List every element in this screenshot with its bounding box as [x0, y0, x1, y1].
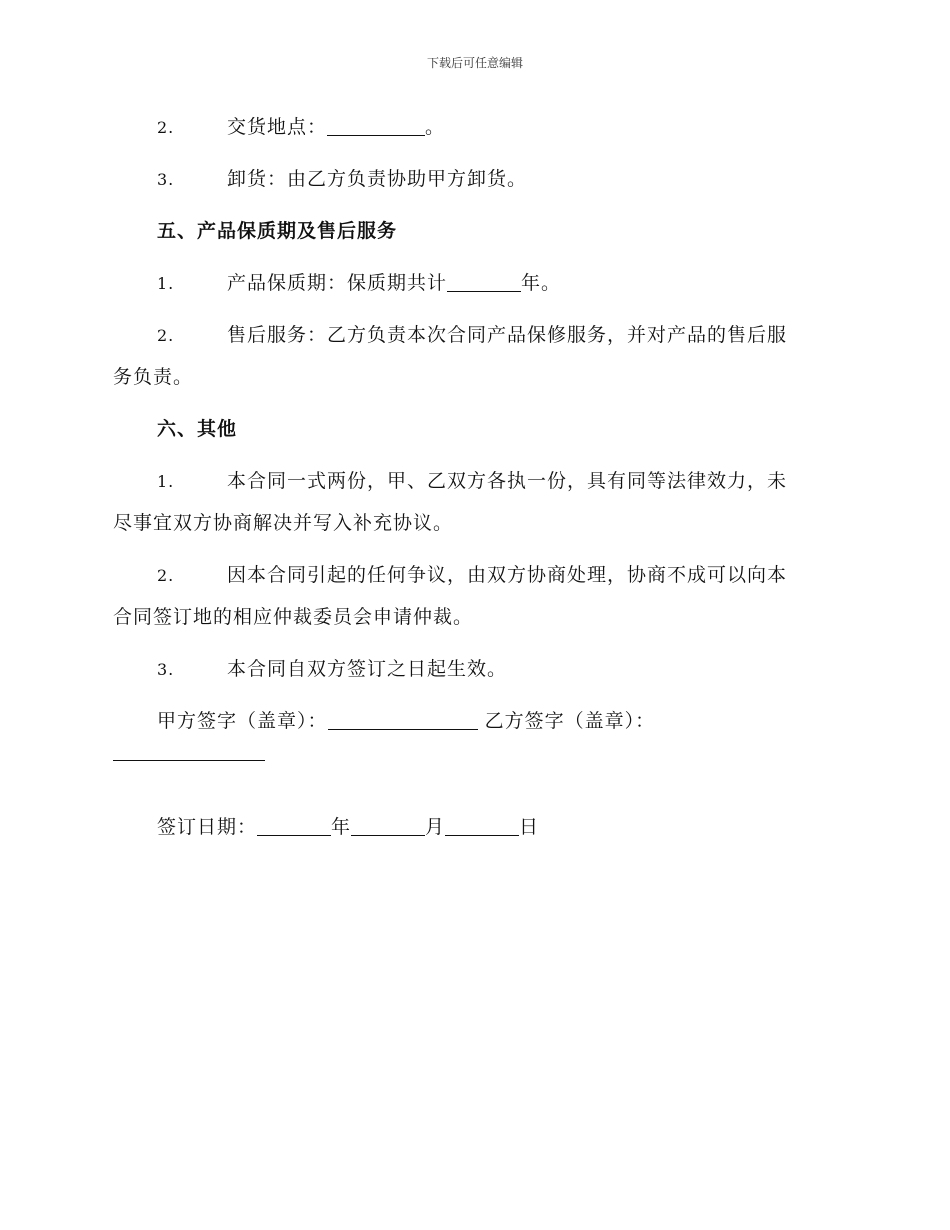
clause-disputes: [113, 554, 833, 596]
clause-text: 产品保质期：保质期共计: [227, 272, 448, 294]
party-a-signature-blank[interactable]: [328, 708, 478, 730]
clause-text: 本合同一式两份，甲、乙双方各执一份，具有同等法律效力，未: [227, 470, 788, 492]
date-year-blank[interactable]: [257, 814, 331, 836]
clause-number: 1.: [157, 472, 175, 491]
signing-date-row: 签订日期： 年 月 日: [157, 816, 540, 838]
clause-number: 3.: [157, 170, 175, 189]
signature-row: [113, 700, 833, 742]
clause-continuation: 务负责。: [113, 366, 194, 388]
warranty-years-blank[interactable]: [447, 270, 521, 292]
clause-after-sales: [113, 314, 833, 356]
section-5-heading: 五、产品保质期及售后服务: [157, 220, 398, 242]
clause-number: 3.: [157, 660, 175, 679]
clause-number: 2.: [157, 118, 175, 137]
clause-text: 本合同自双方签订之日起生效。: [227, 658, 508, 680]
clause-unloading: [113, 158, 833, 200]
section-6-heading: 六、其他: [157, 418, 238, 440]
clause-text: 因本合同引起的任何争议，由双方协商处理，协商不成可以向本: [227, 564, 788, 586]
clause-effective: [113, 648, 833, 690]
clause-continuation: 尽事宜双方协商解决并写入补充协议。: [113, 512, 454, 534]
clause-continuation: 合同签订地的相应仲裁委员会申请仲裁。: [113, 606, 474, 628]
clause-copies: [113, 460, 833, 502]
page-header: 下载后可任意编辑: [426, 56, 523, 70]
date-day-blank[interactable]: [445, 814, 519, 836]
party-b-signature-label: 乙方签字（盖章）：: [484, 710, 656, 732]
clause-warranty: 1. 产品保质期：保质期共计 年。: [113, 262, 833, 304]
clause-number: 2.: [157, 326, 175, 345]
party-a-signature-label: 甲方签字（盖章）：: [157, 710, 328, 732]
clause-text: 卸货：由乙方负责协助甲方卸货。: [227, 168, 528, 190]
clause-text: 售后服务：乙方负责本次合同产品保修服务，并对产品的售后服: [227, 324, 788, 346]
clause-delivery-location: 2. 交货地点： 。: [113, 106, 833, 148]
date-month-blank[interactable]: [351, 814, 425, 836]
clause-number: 2.: [157, 566, 175, 585]
delivery-location-blank[interactable]: [327, 114, 425, 136]
signing-date-label: 签订日期：: [157, 816, 258, 838]
contract-body: [113, 106, 833, 848]
clause-number: 1.: [157, 274, 175, 293]
clause-text: 交货地点：: [227, 116, 328, 138]
party-b-signature-blank[interactable]: [113, 760, 265, 761]
